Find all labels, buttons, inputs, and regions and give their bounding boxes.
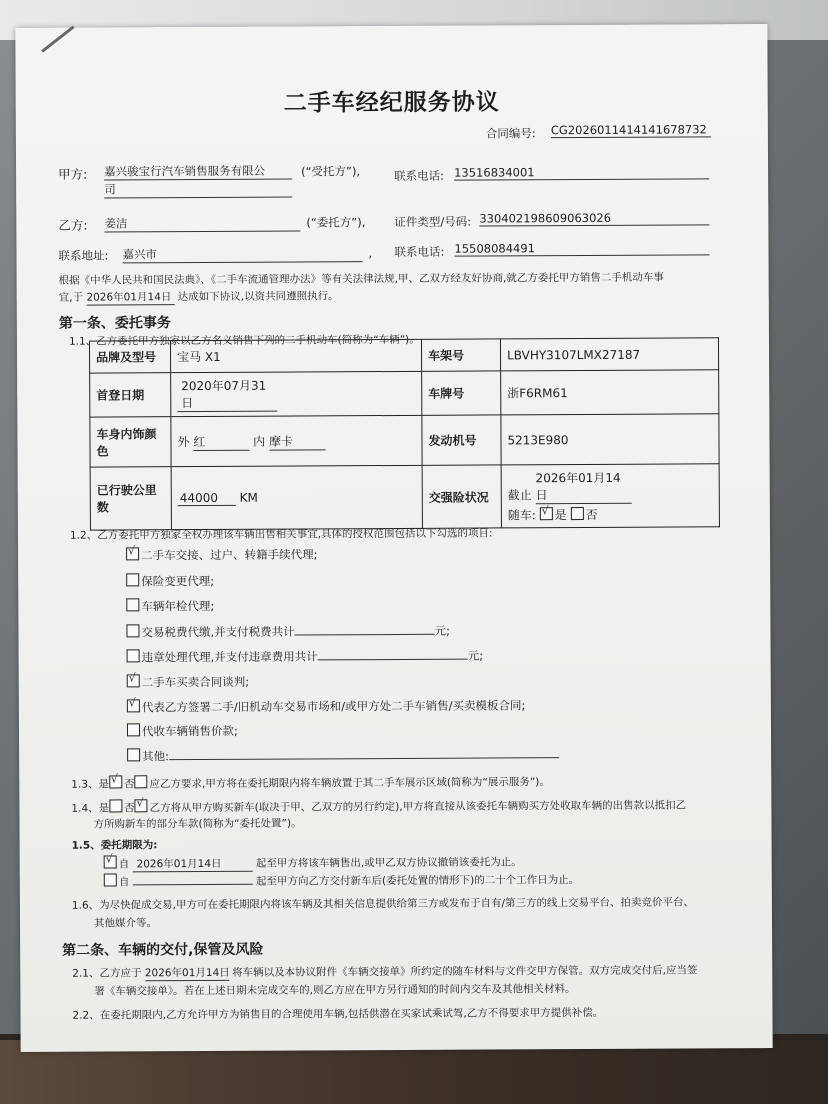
s15-b-checkbox[interactable] — [104, 873, 117, 886]
clause-1-6-line2: 其他媒介等。 — [93, 917, 158, 930]
clause-1-5-a: √自 2026年01月14日 起至甲方将该车辆售出,或甲乙双方协议撤销该委托为止。 — [104, 853, 522, 872]
party-b-phone-label: 联系电话: — [394, 244, 445, 259]
party-b-role: (“委托方”), — [306, 215, 366, 230]
clause-2-2: 2.2、在委托期限内,乙方允许甲方为销售目的合理使用车辆,包括供潜在买家试乘试驾,乙方不得要求甲方提供补偿。 — [72, 1006, 604, 1022]
party-a-label: 甲方: — [58, 166, 88, 182]
ins-until-date: 2026年01月14日 — [535, 469, 631, 505]
preamble-line1: 根据《中华人民共和国民法典》、《二手车流通管理办法》等有关法律法规,甲、乙双方经友好协商,就乙方委托甲方销售二手机动车事 — [58, 271, 664, 287]
contract-paper — [15, 24, 772, 1052]
party-b-label: 乙方: — [58, 217, 88, 233]
s13-no-checkbox[interactable] — [134, 775, 147, 788]
ins-until-label: 截止 — [507, 488, 532, 503]
clause-1-6: 1.6、为尽快促成交易,甲方可在委托期限内将该车辆及其相关信息提供给第三方或发布于自有/第三方的线上交易平台、拍卖竞价平台、 — [71, 896, 695, 912]
address: 嘉兴市 — [122, 245, 362, 263]
document-title: 二手车经纪服务协议 — [283, 89, 500, 117]
vin-value: LBVHY3107LMX27187 — [500, 338, 718, 371]
option-6[interactable]: √二手车买卖合同谈判; — [127, 674, 249, 691]
preamble-line2: 宜,于 2026年01月14日 达成如下协议,以资共同遵照执行。 — [58, 290, 339, 304]
vin-label: 车架号 — [421, 339, 500, 371]
mileage-label: 已行驶公里数 — [90, 467, 171, 530]
option-4[interactable]: 交易税费代缴,并支付税费共计 元; — [126, 623, 450, 641]
clause-1-3: 1.3、是√ 否 应乙方要求,甲方将在委托期限内将车辆放置于其二手车展示区域(简称为“展示服务”)。 — [71, 773, 550, 792]
reg-date-value: 2020年07月31日 — [177, 377, 277, 413]
clause-2-1-line2: 署《车辆交接单》。若在上述日期未完成交车的,则乙方应在甲方另行通知的时间内交车及其他相关材料。 — [94, 983, 576, 998]
party-a-phone: 13516834001 — [454, 164, 709, 180]
party-b-id-label: 证件类型/号码: — [394, 214, 472, 229]
ins-yes-checkbox[interactable] — [540, 507, 553, 520]
s13-yes-checkbox[interactable] — [109, 775, 122, 788]
int-color: 摩卡 — [269, 432, 325, 450]
option-3[interactable]: 车辆年检代理; — [126, 598, 214, 614]
section1-title: 第一条、委托事务 — [58, 315, 171, 332]
clause-1-1: 1.1、乙方委托甲方独家以乙方名义销售下列的二手机动车(简称为“车辆”)。 — [68, 333, 420, 348]
party-b-name: 姜洁 — [104, 214, 300, 232]
int-prefix: 内 — [253, 434, 266, 449]
party-b-phone: 15508084491 — [454, 240, 709, 256]
clause-1-4-line2: 方所购新车的部分车款(简称为“委托处置”)。 — [93, 817, 302, 831]
ins-with-label: 随车: — [507, 508, 536, 523]
brand-label: 品牌及型号 — [89, 341, 170, 373]
ext-prefix: 外 — [177, 434, 190, 449]
vehicle-table: 品牌及型号 宝马 X1 车架号 LBVHY3107LMX27187 首登日期 2020年07月31日 车牌号 浙F6RM61 车身内饰颜色 外 红 内 摩卡 发动机号 5213E980 已行驶公里数 44000 KM 交强险状况 截止 2026年01月14日 随车: √ 是 否 — [89, 337, 720, 530]
address-label: 联系地址: — [58, 248, 109, 263]
preamble-date: 2026年01月14日 — [86, 289, 174, 305]
party-a-phone-label: 联系电话: — [394, 168, 445, 183]
clause-1-4: 1.4、是 否√ 乙方将从甲方购买新车(取决于甲、乙双方的另行约定),甲方将直接从该委托车辆购买方处收取车辆的出售款以抵扣乙 — [71, 796, 686, 815]
contract-no-label: 合同编号: — [485, 126, 536, 141]
option-2[interactable]: 保险变更代理; — [126, 573, 214, 589]
engine-value: 5213E980 — [501, 414, 719, 465]
party-a-role: (“受托方”), — [301, 164, 361, 179]
option-9[interactable]: 其他: — [127, 746, 559, 764]
clause-2-1: 2.1、乙方应于 2026年01月14日 将车辆以及本协议附件《车辆交接单》所约定的随车材料与文件交甲方保管。双方完成交付后,应当签 — [72, 964, 698, 980]
clause-1-5-b: 自 起至甲方向乙方交付新车后(委托处置的情形下)的二十个工作日为止。 — [104, 871, 579, 889]
contract-no: CG2026011414141678732 — [551, 122, 711, 138]
color-label: 车身内饰颜色 — [90, 417, 171, 467]
mileage-value: 44000 — [178, 490, 236, 505]
s14-yes-checkbox[interactable] — [109, 799, 122, 812]
party-a-name-line2: 司 — [104, 181, 292, 199]
s14-no-checkbox[interactable] — [135, 799, 148, 812]
plate-value: 浙F6RM61 — [501, 370, 719, 415]
ext-color: 红 — [193, 432, 249, 450]
option-8[interactable]: 代收车辆销售价款; — [127, 723, 238, 740]
s15-a-checkbox[interactable] — [104, 855, 117, 868]
clause-1-2: 1.2、乙方委托甲方独家全权办理该车辆出售相关事宜,具体的授权范围包括以下勾选的项目: — [69, 527, 493, 542]
mileage-unit: KM — [239, 490, 258, 505]
party-b-id: 330402198609063026 — [479, 210, 709, 226]
brand-value: 宝马 X1 — [170, 339, 421, 372]
option-5[interactable]: 违章处理代理,并支付违章费用共计 元; — [127, 648, 484, 666]
party-a-name: 嘉兴骏宝行汽车销售服务有限公 — [104, 163, 292, 181]
address-comma: , — [368, 246, 373, 261]
section2-title: 第二条、车辆的交付,保管及风险 — [62, 941, 264, 959]
insurance-label: 交强险状况 — [422, 465, 501, 528]
option-7[interactable]: √代表乙方签署二手/旧机动车交易市场和/或甲方处二手车销售/买卖模板合同; — [127, 697, 526, 715]
plate-label: 车牌号 — [422, 371, 501, 415]
clause-1-5-title: 1.5、委托期限为: — [71, 839, 158, 852]
ins-no-checkbox[interactable] — [571, 507, 584, 520]
option-1[interactable]: √二手车交接、过户、转籍手续代理; — [126, 546, 317, 563]
engine-label: 发动机号 — [422, 415, 501, 465]
reg-date-label: 首登日期 — [90, 373, 171, 417]
